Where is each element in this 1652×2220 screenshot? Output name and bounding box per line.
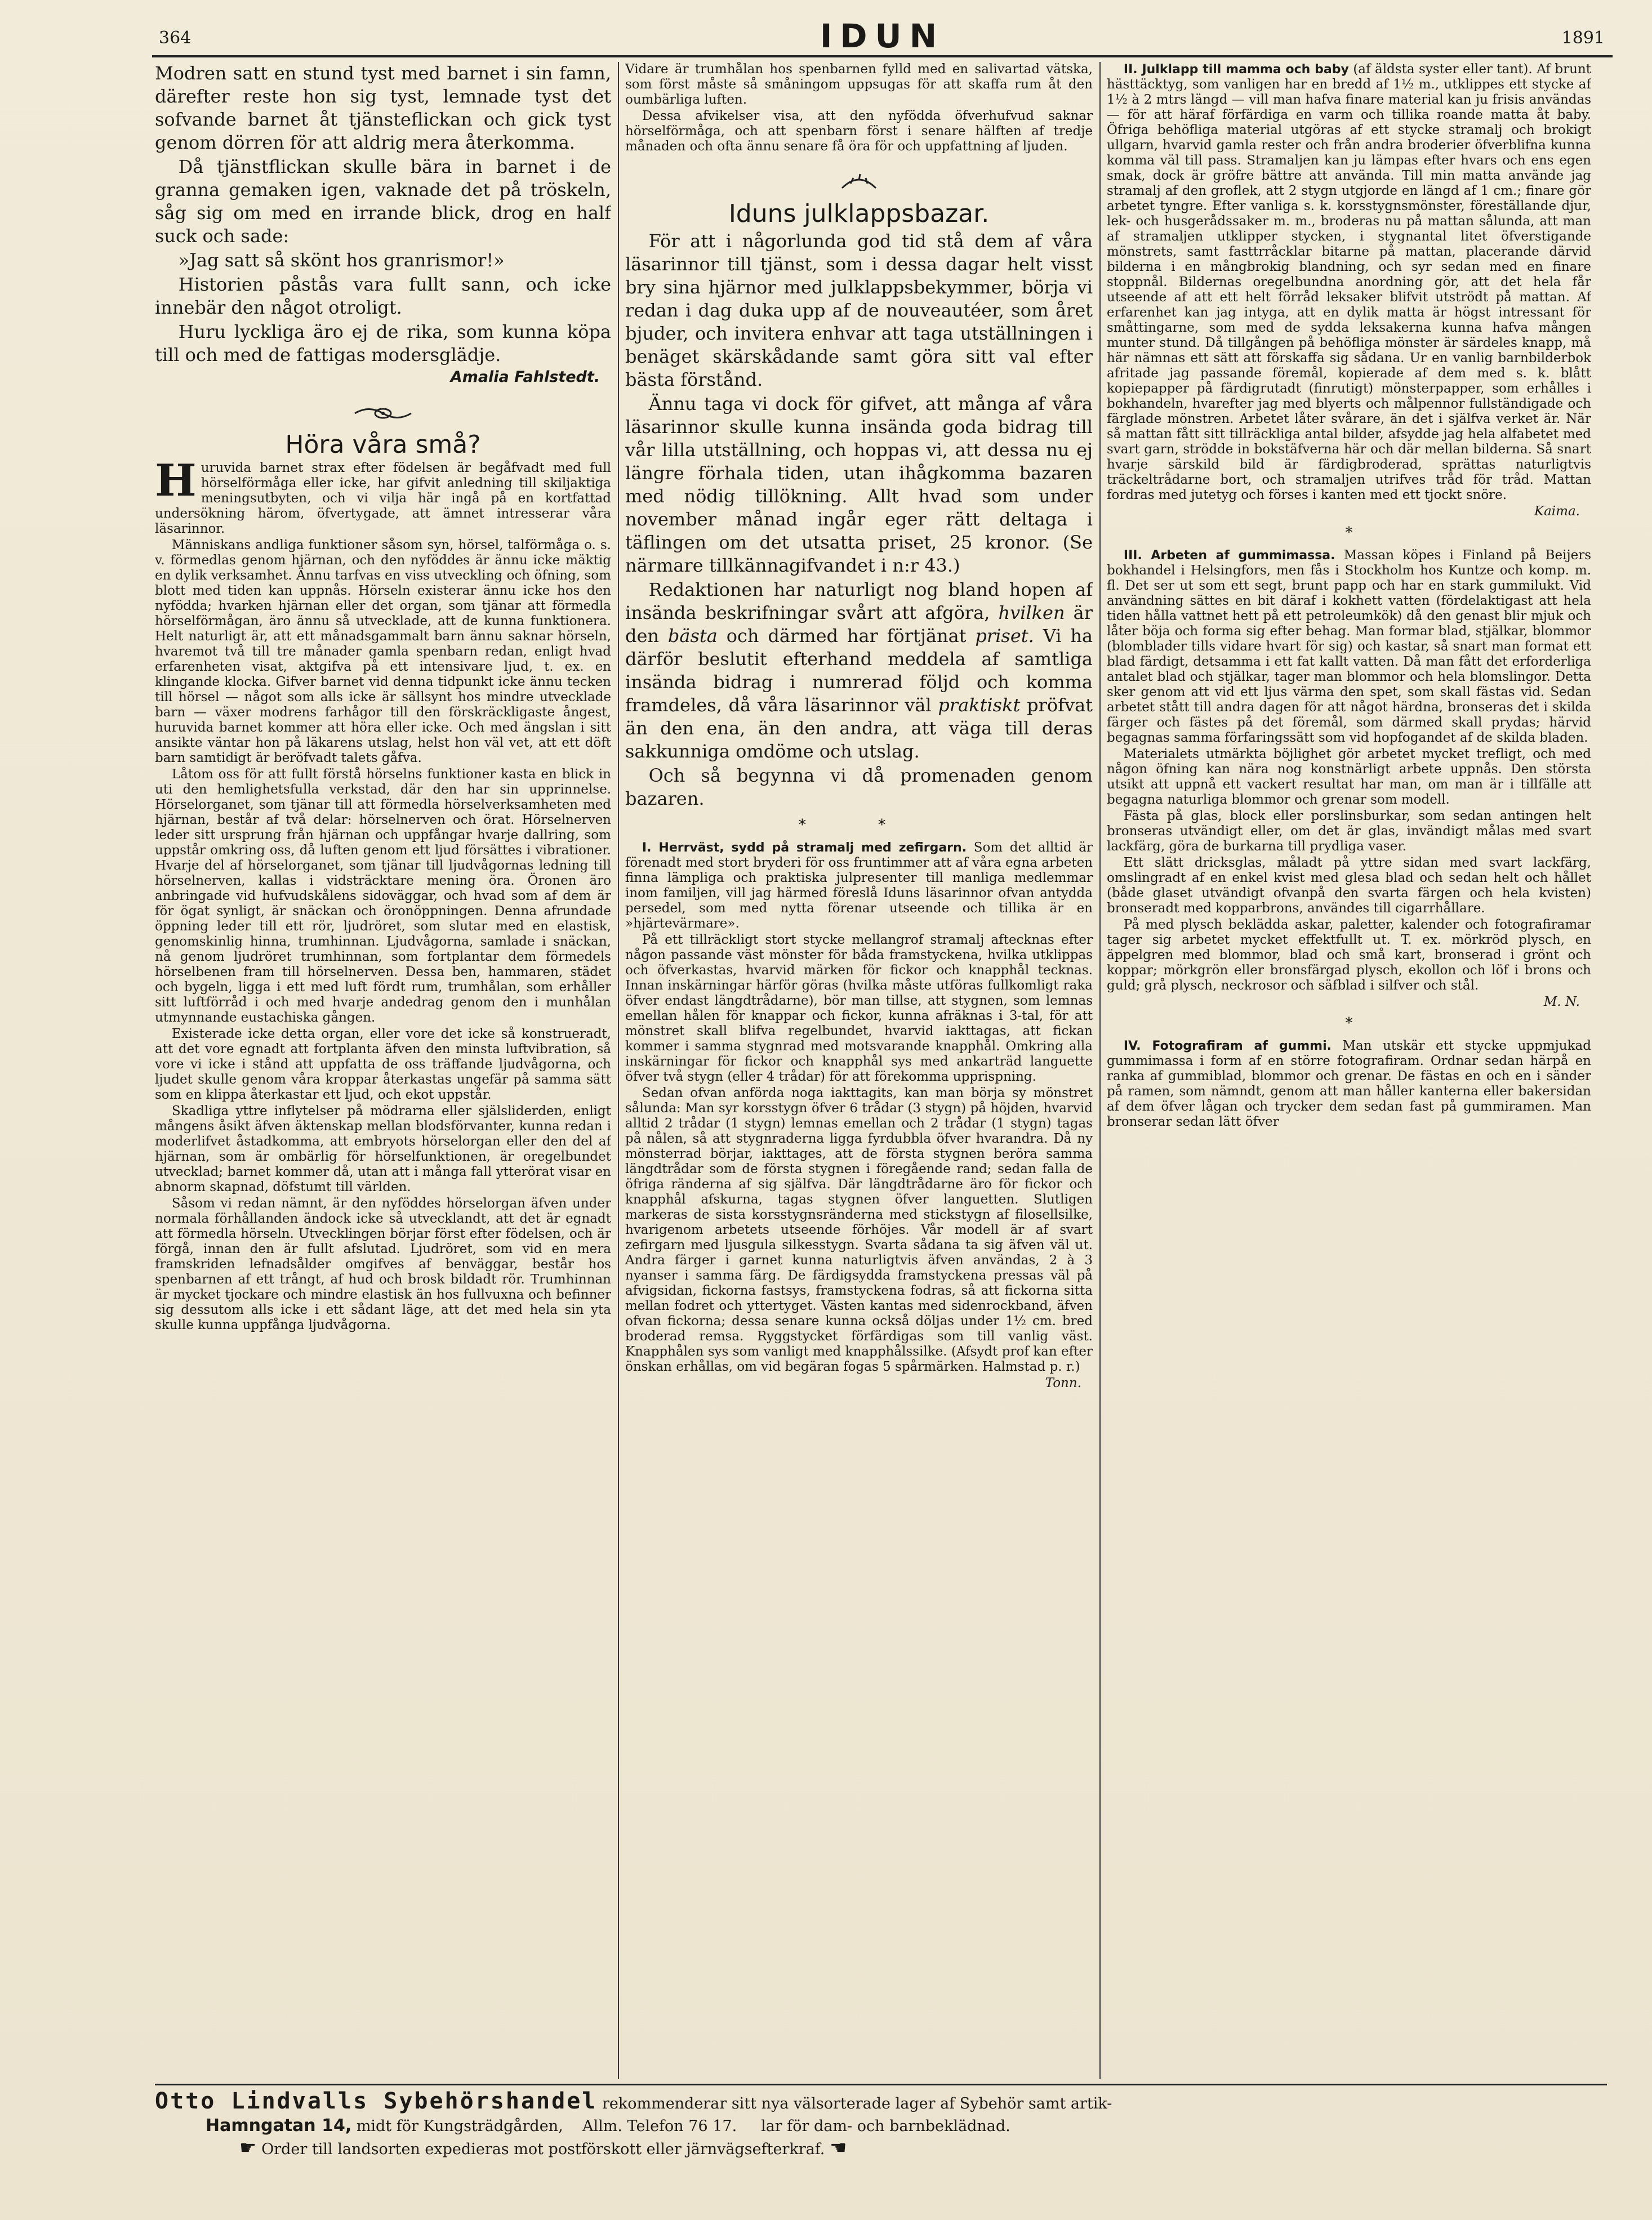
text: Redaktionen har naturligt nog bland hopen af insända beskrifningar svårt att afgöra, bbox=[625, 579, 1093, 623]
paragraph: »Jag satt så skönt hos granrismor!» bbox=[178, 249, 505, 271]
section-4 bbox=[1107, 1038, 1591, 1130]
paragraph: Materialets utmärkta böjlighet gör arbetet mycket trefligt, och med någon öfning kan nära nog konstnärligt arbete uppnås. Den största utsikt att uppnå ett vackert resultat har man, om man är i tillfälle att begagna naturliga blommor och grenar som modell. bbox=[1107, 747, 1591, 807]
section-signature: Kaima. bbox=[1534, 504, 1580, 519]
column-3 bbox=[1107, 62, 1591, 2079]
paragraph bbox=[1107, 1038, 1591, 1130]
ornament-divider bbox=[155, 402, 611, 426]
italic-text: hvilken bbox=[998, 602, 1065, 623]
paragraph: Sedan ofvan anförda noga iakttagits, kan man börja sy mönstret sålunda: Man syr korsstygn öfver 6 trådar (3 stygn) på höjden, hvarvid alltid 2 trådar (1 stygn) lemnas emellan och 2 trådar (1 stygn) tagas på nålen, så att stygnraderna ligga fyrdubbla öfver hvarandra. Då ny mönsterrad börjar, iakttages, att de första stygnen beröra samma längdtrådar som de första stygnen i föregående rand; sedan falla de öfriga ränderna af sig själfva. Där längdtrådarne äro för fickor och knapphål afskurna, tagas stygnen öfver languetten. Slutligen markeras de sista korsstygnsränderna med stickstygn af filosellsilke, hvarigenom arbetets utseende förhöjes. Vår modell är af svart zefirgarn med ljusgula silkesstygn. Svarta sådana ta sig äfven väl ut. Andra färger i garnet kunna naturligtvis äfven användas, 2 à 3 nyanser i samma färg. De färdigsydda framstyckena pressas väl på afvigsidan, fickorna fastsys, framstyckena fodras, så att fickorna sitta mellan fodret och yttertyget. Västen kantas med sidenrockband, äfven ofvan fickorna; dessa senare kunna också döljas under 1½ cm. bred broderad remsa. Ryggstycket förfärdigas som till vanlig väst. Knapphålen sys som vanligt med knapphålssilke. (Afsydt prof kan efter önskan erhållas, om vid begäran fogas 5 spårmärken. Halmstad p. r.) bbox=[625, 1086, 1093, 1374]
paragraph-text: uruvida barnet strax efter födelsen är begåfvadt med full hörselförmåga eller icke, har gifvit anledning till skiljaktiga meningsutbyten, och vi vilja här ingå på en kortfattad undersökning härom, öfvertygade, att ämnet intresserar våra läsarinnor. bbox=[155, 461, 611, 536]
advertisement-footer bbox=[155, 2084, 1607, 2203]
paragraph: På med plysch beklädda askar, paletter, kalender och fotografiramar tager sig arbetet mycket effektfullt ut. T. ex. mörkröd plysch, en äppelgren med blommor, blad och små kart, bronserad i grönt och koppar; mörkgrön eller bronsfärgad plysch, ekollon och löf i brons och guld; grå plysch, neckrosor och säfblad i silfver och stål. bbox=[1107, 917, 1591, 993]
paragraph: På ett tillräckligt stort stycke mellangrof stramalj aftecknas efter någon passande väst mönster för båda framstyckena, hvilka utklippas och öfverkastas, hvarvid märken för fickor och knapphål tecknas. Innan inskärningar härför göras (hvilka måste utföras fullkomligt raka öfver endast längdtrådarne), bör man tillse, att stygnen, som lemnas emellan hålen för knappar och fickor, kunna afräknas i 3-tal, för att mönstret skall blifva regelbundet, hvarvid iakttagas, att fickan kommer i samma stygnrad med motsvarande knapphål. Omkring alla inskärningar för fickor och knapphål sys med ankarträd languette öfver två stygn (eller 4 trådar) för att förekomma upprispning. bbox=[625, 933, 1093, 1084]
text: och därmed har förtjänat bbox=[726, 625, 967, 647]
section-signature: Tonn. bbox=[1045, 1376, 1081, 1390]
section-1 bbox=[625, 840, 1093, 1391]
year-label: 1891 bbox=[1561, 28, 1605, 48]
ornament-icon bbox=[352, 402, 414, 425]
section-stars: * * bbox=[798, 817, 920, 833]
section-signature: M. N. bbox=[1543, 995, 1580, 1009]
paragraph-text: (af äldsta syster eller tant). bbox=[1353, 62, 1533, 77]
article-body bbox=[155, 455, 611, 1333]
paragraph: Huru lyckliga äro ej de rika, som kunna köpa till och med de fattigas modersglädje. bbox=[155, 321, 611, 365]
paragraph: Skadliga yttre inflytelser på mödrarna eller själsliderden, enligt mångens åsikt äfven äktenskap mellan blodsförvanter, kunna redan i moderlifvet åstadkomma, att embryots hörselorgan eller den del af hjärnan, som är ombärlig för hörselfunktionen, är oregelbundet utvecklad; barnet kommer då, utan att i många fall ytterörat visar en abnorm skapnad, döfstumt till världen. bbox=[155, 1104, 611, 1194]
paragraph: Då tjänstflickan skulle bära in barnet i de granna gemaken igen, vaknade det på tröskeln, såg sig om med en irrande blick, drog en half suck och sade: bbox=[155, 156, 611, 247]
paragraph-text: Af brunt hästtäcktyg, som vanligen har en bredd af 1½ m., utklippes ett stycke af 1½ à 2 mtrs längd — vill man hafva finare material kan ju frisis användas — för att häraf förfärdiga en varm och tillika roande matta åt baby. Öfriga behöfliga material utgöras af ett stycke stramalj och brokigt ullgarn, hvarvid gamla rester och från andra broderier öfverblifna kunna komma väl till pass. Stramaljen kan ju lämpas efter hvars och ens egen smak, dock är gröfre bättre att använda. Till min matta använde jag stramalj af den groflek, att 2 stygn utgjorde en längd af 1 cm.; finare gör arbetet tyngre. Efter vanliga s. k. korsstygnsmönster, föreställande djur, lek- och husgerådssaker m. m., broderas nu på mattan sålunda, att man af stramaljen utklipper stycken, i stygnantal litet öfverstigande mönstrets, samt fasttrråcklar bitarne på mattan, placerande därvid bilderna i en mångbrokig blandning, och syr sedan med en finare stoppnål. Bildernas oregelbundna anordning gör, att det hela får utseende af att ett helt förråd leksaker blifvit utströdt på mattan. Af erfarenhet kan jag intyga, att en dylik matta är högst intressant för småttingarne, som med de sydda leksakerna kunna hafva mången munter stund. Då tillgången på behöfliga mönster är särdeles knapp, må här nämnas ett sätt att förskaffa sig sådana. Ur en vanlig barnbilderbok afritade jag passande föremål, kopierade af dem med s. k. blått kopiepapper på färdigrutadt (finrutigt) mönsterpapper, som erhålles i bokhandeln, hvarefter jag med blyerts och målpennor fullständigade och färglade mönstren. Arbetet låter svårare, än det i själfva verket är. När så mattan fått sitt tillräckliga antal bilder, afsydde jag hela alfabetet med svart garn, strödde in bokstäfverna här och där mellan bilderna. Så snart hvarje särskild bild är färdigbroderad, sprättas naturligtvis träckeltrådarne bort, och stramaljen utrifves tråd för tråd. Mattan fordras med jutetyg och förses i kanten med ett tjockt snöre. bbox=[1107, 62, 1591, 502]
masthead-title: IDUN bbox=[820, 17, 945, 55]
header-rule bbox=[152, 55, 1613, 57]
article-continuation bbox=[625, 62, 1093, 154]
italic-text: priset. bbox=[975, 625, 1034, 647]
pointing-hand-icon: ☚ bbox=[829, 2137, 847, 2159]
ad-text: rekommenderar sitt nya välsorterade lager af Sybehör samt artik- bbox=[602, 2095, 1112, 2112]
section-3 bbox=[1107, 548, 1591, 1010]
ad-text: lar för dam- och barnbeklädnad. bbox=[761, 2118, 1010, 2135]
article-title: Höra våra små? bbox=[285, 430, 481, 459]
drop-cap: H bbox=[155, 455, 197, 506]
paragraph: Vidare är trumhålan hos spenbarnen fylld med en salivartad vätska, som först måste så småningom uppsugas för att skaffa rum åt den oumbärliga luften. bbox=[625, 62, 1093, 107]
ad-line-1 bbox=[155, 2090, 1607, 2115]
paragraph bbox=[625, 578, 1093, 763]
section-heading: III. Arbeten af gummimassa. bbox=[1123, 549, 1335, 563]
paragraph: Ett slätt dricksglas, måladt på yttre sidan med svart lackfärg, omslingradt af en enkel kvist med glesa blad och sedan helt och hållet (både glaset utvändigt ofvanpå den svarta färgen och hela kvisten) bronseradt med kopparbrons, användes till cigarrhållare. bbox=[1107, 855, 1591, 916]
section-star: * bbox=[1345, 524, 1353, 541]
paragraph-text: Som det alltid är förenadt med stort bryderi för oss fruntimmer att af våra egna arbeten finna lämpliga och praktiska julpresenter till manliga medlemmar inom familjen, vill jag härmed föreslå Iduns läsarinnor ofvan antydda persedel, som med nytta förenar utseende och tillika är en »hjärtevärmare». bbox=[625, 840, 1093, 931]
paragraph: Människans andliga funktioner såsom syn, hörsel, talförmåga o. s. v. förmedlas genom hjärnan, och den nyföddes är ännu icke mäktig en dylik verksamhet. Ännu tarfvas en viss utveckling och öfning, som blott med tiden kan uppnås. Hörseln existerar ännu icke hos den nyfödda; hvarken hjärnan eller det organ, som tjänar att förmedla hörselförmågan, äro ännu så utvecklade, att de kunna funktionera. Helt naturligt är, att ett månadsgammalt barn ännu saknar hörseln, hvaremot två till tre månader gamla spenbarn redan, enligt hvad erfarenheten visat, aktgifva på ett intensivare ljud, t. ex. en klingande klocka. Gifver barnet vid denna tidpunkt icke ännu tecken till hörsel — något som alls icke är sällsynt hos mindre utvecklade barn — växer modrens farhågor till den förskräckligaste ångest, huruvida barnet kommer att höra eller icke. Och med ängslan i sitt ansikte väntar hon på läkarens utslag, helst hon väl vet, att ett döft barn samtidigt är beröfvadt talets gåfva. bbox=[155, 538, 611, 765]
column-divider bbox=[618, 62, 619, 2079]
paragraph-text: Massan köpes i Finland på Beijers bokhandel i Helsingfors, men fås i Stockholm hos Kuntze och komp. m. fl. Det ser ut som ett segt, brunt papp och har en stark gummilukt. Vid användning sättes en bit däraf i kokhett vatten (fördelaktigast att hela tiden hålla vattnet hett på ett petroleumkök) då den genast blir mjuk och låter böja och forma sig efter behag. Man formar blad, stjälkar, blommor (blomblader tills vidare hvart för sig) och kastar, så snart man format ett blad färdigt, detsamma i ett fat kallt vatten. Då man fått det erforderliga antalet blad och stjälkar, tager man blommor och hela blomslingor. Detta sker genom att vid ett ljus värma den spet, som skall fästas vid. Sedan arbetet stått till andra dagen för att något härdna, bronseras det i skilda färger och fästes på det föremål, som därmed skall prydas; härvid begagnas samma förfaringssätt som vid hopfogandet af de skilda bladen. bbox=[1107, 548, 1591, 745]
paragraph bbox=[1107, 62, 1591, 503]
column-2 bbox=[625, 62, 1093, 2079]
text: pröfvat än den ena, än den andra, att väga till deras sakkunniga omdöme och utslag. bbox=[625, 694, 1093, 762]
paragraph: För att i någorlunda god tid stå dem af våra läsarinnor till tjänst, som i dessa dagar helt visst bry sina hjärnor med julklappsbekymmer, börja vi redan i dag duka upp af de nouveautéer, som året bjuder, och invitera enhvar att taga utställningen i benäget skärskådande samt göra sitt val efter bästa förstånd. bbox=[625, 230, 1093, 390]
pointing-hand-icon: ☛ bbox=[239, 2137, 257, 2159]
column-1 bbox=[155, 62, 611, 2079]
shop-address: Hamngatan 14, bbox=[206, 2116, 352, 2136]
page-header bbox=[152, 12, 1613, 57]
story-ending bbox=[155, 62, 611, 367]
paragraph: Modren satt en stund tyst med barnet i sin famn, därefter reste hon sig tyst, lemnade tyst det sofvande barnet åt tjänsteflickan och gick tyst genom dörren för att aldrig mera återkomma. bbox=[155, 63, 611, 153]
ad-line-2 bbox=[155, 2115, 1607, 2137]
author-signature: Amalia Fahlstedt. bbox=[450, 368, 600, 386]
section-2 bbox=[1107, 62, 1591, 519]
paragraph: Såsom vi redan nämnt, är den nyföddes hörselorgan äfven under normala förhållanden ändock icke så utvecklandt, att det är egnadt att förmedla hörseln. Utvecklingen börjar först efter födelsen, och är förgå, innan den är fullt afslutad. Ljudröret, som vid en mera framskriden lefnadsålder omgifves af benväggar, består hos spenbarnen af ett trångt, af hud och brosk bildadt rör. Trumhinnan är mycket tjockare och mindre elastisk än hos fullvuxna och befinner sig dessutom alls icke i ett sådant läge, att det med hela sin yta skulle kunna uppfånga ljudvågorna. bbox=[155, 1196, 611, 1332]
paragraph: Ännu taga vi dock för gifvet, att många af våra läsarinnor skulle kunna insända goda bidrag till vår lilla utställning, och hoppas vi, att dessa nu ej längre förhala tiden, utan ihågkomma bazaren med nödig tillökning. Allt hvad som under november månad ingår eger rätt deltaga i täflingen om det utsatta priset, 25 kronor. (Se närmare tillkännagifvandet i n:r 43.) bbox=[625, 393, 1093, 576]
phone-number: Allm. Telefon 76 17. bbox=[582, 2118, 737, 2135]
paragraph bbox=[625, 840, 1093, 931]
article-intro bbox=[625, 230, 1093, 810]
shop-name: Otto Lindvalls Sybehörshandel bbox=[155, 2088, 598, 2114]
paragraph: Låtom oss för att fullt förstå hörselns funktioner kasta en blick in uti den hemlighetsfulla verkstad, där den har sin upprinnelse. Hörselorganet, som tjänar till att förmedla hörselverksamheten med hjärnan, består af två delar: hörselnerven och örat. Hörselnerven leder sitt ursprung från hjärnan och uppfångar hvarje dallring, som uppstår omkring oss, då luften genom ett ljud försättes i vibrationer. Hvarje del af hörselorganet, som tjänar till ljudvågornas ledning till hörselnerven, kallas i vidsträcktare mening öra. Öronen äro anbringade vid hufvudskålens sidoväggar, och hvad som af dem är för ögat synligt, är snäckan och öronöppningen. Denna afrundade öppning leder till ett rör, ljudröret, som slutar med en elastisk, genomskinlig hinna, trumhinnan. Ljudvågorna, samlade i snäckan, nå genom ljudröret trumhinnan, som fortplantar dem förmedels hörselbenen fram till hörselnerven. Dessa ben, hammaren, städet och bygeln, ligga i ett med luft fördt rum, trumhålan, som erhåller sitt luftförråd i och med hvarje andedrag genom den i munhålan utmynnande eustachiska gången. bbox=[155, 767, 611, 1025]
text: Vi ha därför beslutit efterhand meddela af samtliga insända bidrag i numrerad följd och komma framdeles, då våra läsarinnor väl bbox=[625, 625, 1093, 716]
paragraph: Dessa afvikelser visa, att den nyfödda öfverhufvud saknar hörselförmåga, och att spenbarn först i senare hälften af tredje månaden och ofta ännu senare få öra för och uppfattning af ljuden. bbox=[625, 109, 1093, 154]
paragraph: Existerade icke detta organ, eller vore det icke så konstrueradt, att det vore egnadt att fortplanta äfven den minsta luftvibration, så vore vi icke i stånd att uppfatta de oss träffande ljudvågorna, och ljudet skulle genom våra kroppar återkastas ungefär på samma sätt som en klippa återkastar ett ljud, och ekot uppstår. bbox=[155, 1027, 611, 1102]
paragraph bbox=[1107, 548, 1591, 746]
paragraph-text: Man utskär ett stycke uppmjukad gummimassa i form af en större fotografiram. Ordnar sedan härpå en ranka af gummiblad, blommor och grenar. De fästas en och en i sänder på ramen, som nämndt, genom att man håller kanterna eller bakersidan af dem öfver lågan och trycker dem sedan fast på gummiramen. Man bronserar sedan lätt öfver bbox=[1107, 1038, 1591, 1129]
page-number: 364 bbox=[159, 28, 192, 48]
ad-text: midt för Kungsträdgården, bbox=[356, 2118, 563, 2135]
ad-line-3 bbox=[239, 2137, 1607, 2160]
paragraph: Fästa på glas, block eller porslinsburkar, som sedan antingen helt bronseras utvändigt eller, om det är glas, invändigt målas med svart lackfärg, göra de burkarna till prydliga vaser. bbox=[1107, 809, 1591, 854]
leaf-ornament-icon bbox=[836, 171, 881, 194]
section-heading: II. Julklapp till mamma och baby bbox=[1123, 63, 1349, 77]
paragraph: Historien påstås vara fullt sann, och icke innebär den något otroligt. bbox=[155, 274, 611, 318]
ad-text: Order till landsorten expedieras mot postförskott eller järnvägsefterkraf. bbox=[261, 2141, 825, 2158]
section-heading: IV. Fotografiram af gummi. bbox=[1123, 1039, 1332, 1053]
italic-text: bästa bbox=[667, 625, 718, 647]
text: är den bbox=[625, 602, 1093, 647]
paragraph bbox=[155, 455, 611, 537]
section-heading: I. Herrväst, sydd på stramalj med zefirgarn. bbox=[642, 841, 967, 855]
section-star: * bbox=[1345, 1015, 1353, 1032]
article-title: Iduns julklappsbazar. bbox=[728, 199, 990, 228]
paragraph: Och så begynna vi då promenaden genom bazaren. bbox=[625, 765, 1093, 809]
ornament-divider bbox=[625, 171, 1093, 195]
column-divider bbox=[1099, 62, 1101, 2079]
italic-text: praktiskt bbox=[938, 694, 1021, 716]
